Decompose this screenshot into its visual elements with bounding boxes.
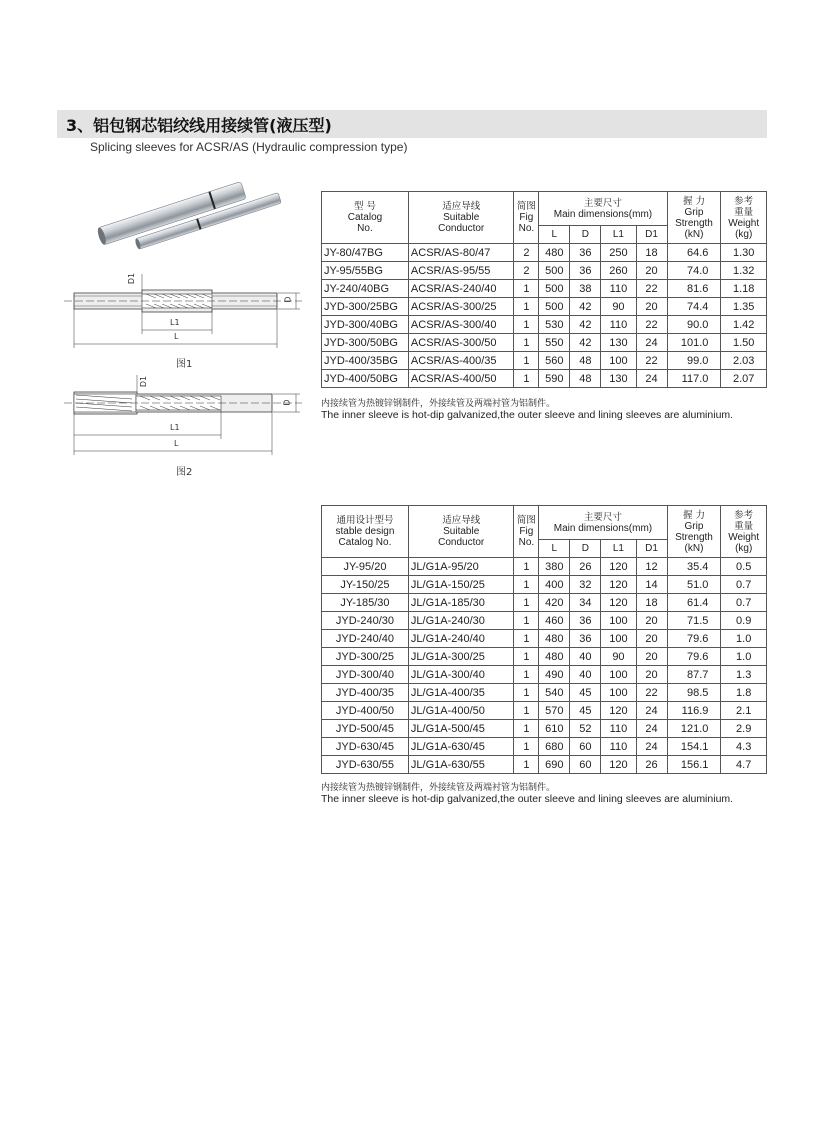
table-cell: 540 (539, 684, 570, 702)
table-cell: 110 (601, 316, 636, 334)
table-cell: 100 (601, 684, 636, 702)
figure-1-drawing (62, 268, 307, 350)
table-cell: 1 (514, 666, 539, 684)
table-cell: JYD-240/40 (322, 630, 409, 648)
table-cell: JYD-300/25 (322, 648, 409, 666)
table-cell: JYD-500/45 (322, 720, 409, 738)
table-cell: 116.9 (667, 702, 721, 720)
product-photo (92, 170, 282, 270)
table-cell: 45 (570, 702, 601, 720)
table-cell: 1.35 (721, 298, 767, 316)
table-cell: ACSR/AS-300/40 (408, 316, 514, 334)
table-row (322, 576, 767, 594)
figure-1-caption: 图1 (176, 359, 193, 370)
col-grip: 握 力 Grip Strength (kN) (667, 506, 721, 558)
table-cell: 20 (636, 666, 667, 684)
table-row (322, 244, 767, 262)
table-cell: 2.1 (721, 702, 767, 720)
table-cell: 1 (514, 334, 539, 352)
col-l: L (539, 540, 570, 558)
table-cell: 0.5 (721, 558, 767, 576)
table-cell: 1 (514, 594, 539, 612)
table-cell: 0.7 (721, 594, 767, 612)
table-cell: 110 (601, 280, 636, 298)
table-cell: ACSR/AS-400/50 (408, 370, 514, 388)
col-l1: L1 (601, 540, 636, 558)
fig1-label-d: D (283, 296, 293, 303)
table-cell: 90 (601, 648, 636, 666)
table-cell: 260 (601, 262, 636, 280)
table-cell: 79.6 (667, 630, 721, 648)
table-cell: JL/G1A-300/25 (408, 648, 514, 666)
table-cell: 24 (636, 334, 667, 352)
table-cell: 1 (514, 612, 539, 630)
table-cell: 18 (636, 594, 667, 612)
table-cell: 36 (570, 244, 601, 262)
table-cell: ACSR/AS-300/25 (408, 298, 514, 316)
table-cell: 87.7 (667, 666, 721, 684)
table-cell: 24 (636, 738, 667, 756)
table-cell: 26 (570, 558, 601, 576)
table-cell: 4.3 (721, 738, 767, 756)
table-cell: 60 (570, 756, 601, 774)
table-cell: JL/G1A-630/55 (408, 756, 514, 774)
table-cell: 22 (636, 684, 667, 702)
table-cell: 35.4 (667, 558, 721, 576)
table2-note-zh: 内接续管为热镀锌钢制件，外接续管及两端衬管为铝制件。 (321, 783, 556, 793)
table-cell: JYD-240/30 (322, 612, 409, 630)
table-cell: 1.32 (721, 262, 767, 280)
table-cell: JY-240/40BG (322, 280, 409, 298)
table-cell: 530 (539, 316, 570, 334)
col-d: D (570, 226, 601, 244)
table-cell: 1 (514, 738, 539, 756)
table-cell: 38 (570, 280, 601, 298)
table-cell: ACSR/AS-95/55 (408, 262, 514, 280)
table-cell: 500 (539, 298, 570, 316)
table-row (322, 316, 767, 334)
table-cell: 20 (636, 298, 667, 316)
table-cell: 48 (570, 370, 601, 388)
table-cell: 48 (570, 352, 601, 370)
col-fig: 简图 Fig No. (514, 192, 539, 244)
table-cell: 98.5 (667, 684, 721, 702)
table-cell: 1 (514, 756, 539, 774)
table-cell: 1 (514, 576, 539, 594)
col-d: D (570, 540, 601, 558)
table-cell: 12 (636, 558, 667, 576)
table-cell: 100 (601, 630, 636, 648)
col-weight: 参考 重量 Weight (kg) (721, 192, 767, 244)
table-cell: 42 (570, 298, 601, 316)
table-cell: 1 (514, 702, 539, 720)
table-cell: JY-95/55BG (322, 262, 409, 280)
fig1-label-l: L (174, 332, 179, 341)
table-cell: 690 (539, 756, 570, 774)
table-cell: 100 (601, 612, 636, 630)
table-cell: JL/G1A-150/25 (408, 576, 514, 594)
table-cell: ACSR/AS-240/40 (408, 280, 514, 298)
table-cell: 590 (539, 370, 570, 388)
table-cell: JL/G1A-500/45 (408, 720, 514, 738)
table-cell: 1.50 (721, 334, 767, 352)
table-cell: 1 (514, 684, 539, 702)
table-cell: 380 (539, 558, 570, 576)
table-cell: 130 (601, 370, 636, 388)
table-cell: 52 (570, 720, 601, 738)
table-cell: 1 (514, 352, 539, 370)
fig2-label-l: L (174, 439, 179, 448)
table-cell: 560 (539, 352, 570, 370)
table-cell: 1 (514, 280, 539, 298)
table-row (322, 262, 767, 280)
table-cell: 42 (570, 334, 601, 352)
table-cell: 117.0 (667, 370, 721, 388)
table-cell: 480 (539, 244, 570, 262)
col-conductor: 适应导线 Suitable Conductor (408, 192, 514, 244)
table-cell: 71.5 (667, 612, 721, 630)
table-cell: JL/G1A-240/30 (408, 612, 514, 630)
table-cell: 22 (636, 352, 667, 370)
table-cell: 1.18 (721, 280, 767, 298)
table-cell: 2.9 (721, 720, 767, 738)
table-cell: 154.1 (667, 738, 721, 756)
table-cell: JYD-400/35 (322, 684, 409, 702)
table-cell: 500 (539, 280, 570, 298)
table-cell: JY-150/25 (322, 576, 409, 594)
table-cell: 90 (601, 298, 636, 316)
table-cell: 120 (601, 756, 636, 774)
table-cell: JL/G1A-95/20 (408, 558, 514, 576)
col-catalog: 通用设计型号 stable design Catalog No. (322, 506, 409, 558)
col-l1: L1 (601, 226, 636, 244)
table-cell: 14 (636, 576, 667, 594)
table-cell: 20 (636, 262, 667, 280)
table-cell: JYD-300/50BG (322, 334, 409, 352)
table-cell: 1.0 (721, 648, 767, 666)
table-row (322, 720, 767, 738)
table-row (322, 738, 767, 756)
table-cell: 550 (539, 334, 570, 352)
table-cell: JL/G1A-185/30 (408, 594, 514, 612)
table-row (322, 702, 767, 720)
table-cell: 36 (570, 630, 601, 648)
col-fig: 简图 Fig No. (514, 506, 539, 558)
table-cell: 20 (636, 630, 667, 648)
section-subtitle: Splicing sleeves for ACSR/AS (Hydraulic compression type) (90, 140, 408, 154)
table-cell: 480 (539, 648, 570, 666)
table-cell: ACSR/AS-300/50 (408, 334, 514, 352)
table-cell: JYD-630/45 (322, 738, 409, 756)
table-cell: JYD-400/50 (322, 702, 409, 720)
fig2-label-d: D (282, 399, 292, 406)
table-cell: 4.7 (721, 756, 767, 774)
table-cell: 460 (539, 612, 570, 630)
table-cell: JL/G1A-630/45 (408, 738, 514, 756)
table-cell: 110 (601, 720, 636, 738)
table-cell: JL/G1A-400/50 (408, 702, 514, 720)
table-cell: 120 (601, 702, 636, 720)
table-row (322, 558, 767, 576)
table-cell: 1 (514, 648, 539, 666)
table-cell: 24 (636, 720, 667, 738)
table-cell: 2 (514, 244, 539, 262)
table-cell: JYD-630/55 (322, 756, 409, 774)
table-cell: 2.07 (721, 370, 767, 388)
table-cell: 1.42 (721, 316, 767, 334)
col-l: L (539, 226, 570, 244)
table-cell: 1.30 (721, 244, 767, 262)
table-cell: 99.0 (667, 352, 721, 370)
table-cell: JL/G1A-300/40 (408, 666, 514, 684)
table-cell: 24 (636, 702, 667, 720)
table-row (322, 756, 767, 774)
table-cell: 0.9 (721, 612, 767, 630)
table-row (322, 352, 767, 370)
table-cell: 18 (636, 244, 667, 262)
table-row (322, 684, 767, 702)
spec-table-2 (321, 505, 767, 774)
table-cell: 90.0 (667, 316, 721, 334)
col-conductor: 适应导线 Suitable Conductor (408, 506, 514, 558)
fig2-label-d1: D1 (139, 375, 149, 388)
table-cell: 20 (636, 612, 667, 630)
table-cell: 64.6 (667, 244, 721, 262)
table-cell: 100 (601, 352, 636, 370)
table-cell: 32 (570, 576, 601, 594)
table-cell: 1 (514, 558, 539, 576)
table-cell: JYD-300/25BG (322, 298, 409, 316)
table-cell: ACSR/AS-80/47 (408, 244, 514, 262)
table-cell: 45 (570, 684, 601, 702)
fig2-label-l1: L1 (170, 423, 180, 432)
col-catalog: 型 号 Catalog No. (322, 192, 409, 244)
table-cell: 101.0 (667, 334, 721, 352)
table-cell: 60 (570, 738, 601, 756)
table-cell: 34 (570, 594, 601, 612)
table-row (322, 666, 767, 684)
table-cell: JYD-300/40 (322, 666, 409, 684)
table-cell: 40 (570, 648, 601, 666)
table-cell: JY-185/30 (322, 594, 409, 612)
table-row (322, 334, 767, 352)
col-grip: 握 力 Grip Strength (kN) (667, 192, 721, 244)
table-cell: 51.0 (667, 576, 721, 594)
table-row (322, 648, 767, 666)
table-cell: 120 (601, 576, 636, 594)
table-row (322, 370, 767, 388)
table-cell: 24 (636, 370, 667, 388)
table-cell: JL/G1A-240/40 (408, 630, 514, 648)
table-cell: 680 (539, 738, 570, 756)
section-title: 3、铝包钢芯铝绞线用接续管(液压型) (66, 116, 332, 135)
table-cell: 2 (514, 262, 539, 280)
table-row (322, 298, 767, 316)
col-d1: D1 (636, 540, 667, 558)
table1-note-en: The inner sleeve is hot-dip galvanized,the outer sleeve and lining sleeves are aluminium. (321, 409, 734, 421)
table-cell: JY-80/47BG (322, 244, 409, 262)
table-cell: 250 (601, 244, 636, 262)
col-main-dimensions: 主要尺寸 Main dimensions(mm) (539, 506, 667, 540)
table-cell: 79.6 (667, 648, 721, 666)
table-cell: 20 (636, 648, 667, 666)
figure-2-caption: 图2 (176, 467, 193, 478)
table-cell: 42 (570, 316, 601, 334)
figure-2-drawing (62, 373, 307, 455)
col-main-dimensions: 主要尺寸 Main dimensions(mm) (539, 192, 667, 226)
table-cell: JYD-400/35BG (322, 352, 409, 370)
table2-note-en: The inner sleeve is hot-dip galvanized,the outer sleeve and lining sleeves are aluminium. (321, 793, 734, 805)
table-cell: 420 (539, 594, 570, 612)
table-cell: 156.1 (667, 756, 721, 774)
fig1-label-d1: D1 (127, 272, 137, 285)
table-cell: 1 (514, 720, 539, 738)
table-cell: 120 (601, 594, 636, 612)
table-row (322, 630, 767, 648)
table-cell: 61.4 (667, 594, 721, 612)
col-d1: D1 (636, 226, 667, 244)
table-cell: 1 (514, 316, 539, 334)
table-cell: 22 (636, 280, 667, 298)
table-row (322, 594, 767, 612)
table-cell: 1.0 (721, 630, 767, 648)
table-cell: 490 (539, 666, 570, 684)
table-cell: 121.0 (667, 720, 721, 738)
table-cell: JL/G1A-400/35 (408, 684, 514, 702)
table-cell: JY-95/20 (322, 558, 409, 576)
table-cell: ACSR/AS-400/35 (408, 352, 514, 370)
table-cell: 500 (539, 262, 570, 280)
table-cell: 1 (514, 630, 539, 648)
table-row (322, 612, 767, 630)
table-cell: 570 (539, 702, 570, 720)
table-cell: JYD-300/40BG (322, 316, 409, 334)
table-cell: 1 (514, 370, 539, 388)
table-cell: 40 (570, 666, 601, 684)
table-cell: 0.7 (721, 576, 767, 594)
table-cell: 130 (601, 334, 636, 352)
table-row (322, 280, 767, 298)
table-cell: JYD-400/50BG (322, 370, 409, 388)
table-cell: 1 (514, 298, 539, 316)
fig1-label-l1: L1 (170, 318, 180, 327)
table-cell: 110 (601, 738, 636, 756)
table-cell: 480 (539, 630, 570, 648)
table-cell: 26 (636, 756, 667, 774)
table-cell: 120 (601, 558, 636, 576)
table-cell: 2.03 (721, 352, 767, 370)
spec-table-1 (321, 191, 767, 388)
table-cell: 610 (539, 720, 570, 738)
table1-note-zh: 内接续管为热镀锌钢制件，外接续管及两端衬管为铝制件。 (321, 399, 556, 409)
table-cell: 1.3 (721, 666, 767, 684)
table-cell: 100 (601, 666, 636, 684)
table-cell: 36 (570, 612, 601, 630)
table-cell: 1.8 (721, 684, 767, 702)
table-cell: 81.6 (667, 280, 721, 298)
table-cell: 74.0 (667, 262, 721, 280)
table-cell: 22 (636, 316, 667, 334)
table-cell: 400 (539, 576, 570, 594)
table-cell: 36 (570, 262, 601, 280)
table-cell: 74.4 (667, 298, 721, 316)
col-weight: 参考 重量 Weight (kg) (721, 506, 767, 558)
